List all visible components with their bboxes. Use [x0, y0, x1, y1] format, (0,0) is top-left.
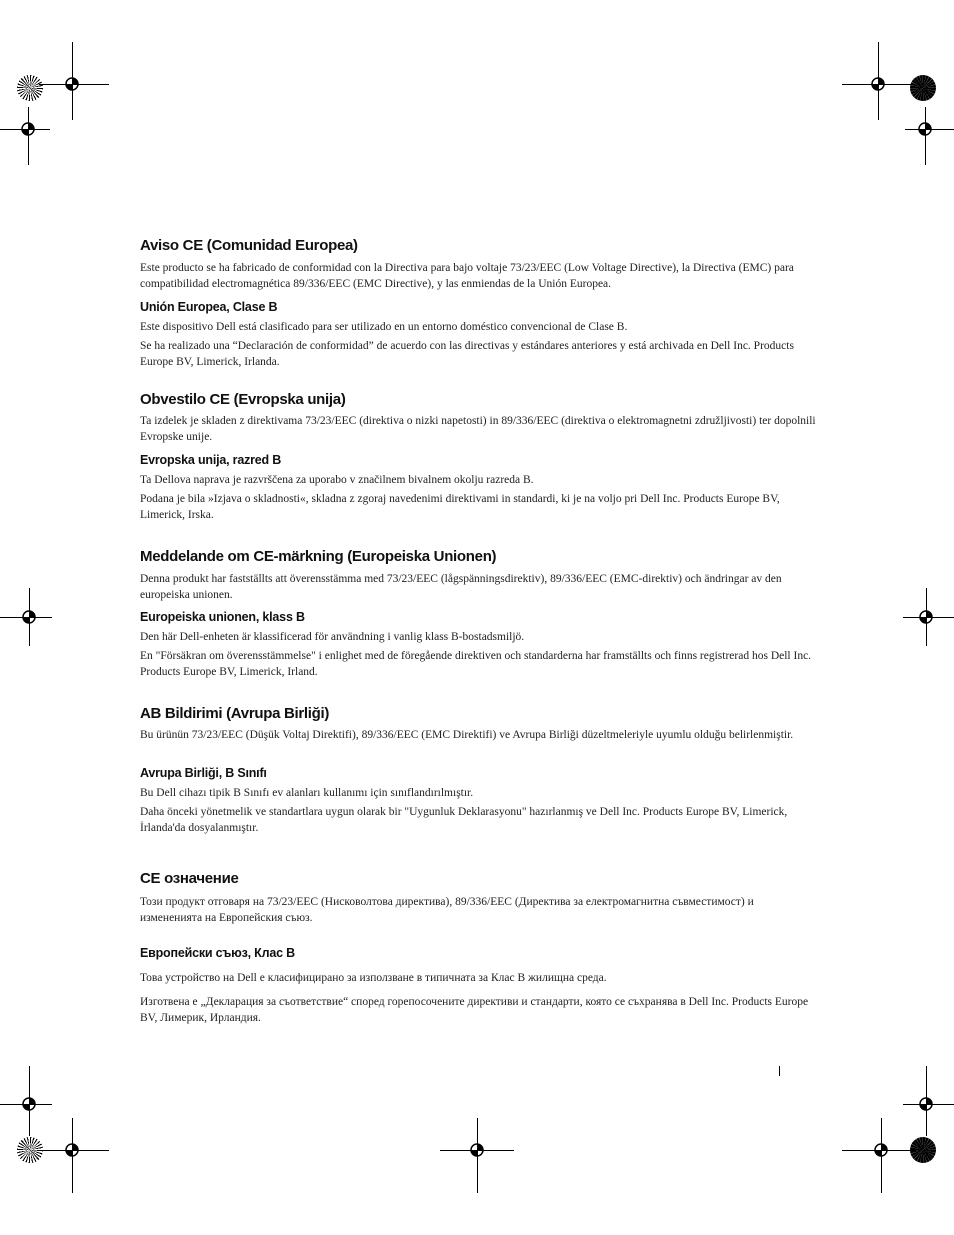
section-body: En "Försäkran om överensstämmelse" i enlighet med de föregående direktiven och standarderna har framställts och finns registrerad hos Dell Inc. Products Europe BV, Limerick, Irland.	[140, 650, 812, 678]
section-intro: Este producto se ha fabricado de conformidad con la Directiva para bajo voltaje 73/23/EEC (Low Voltage Directive), la Directiva (EMC) para compatibilidad electromagnética 89/336/EEC (EMC Directive), y las enmiendas de la Unión Europea.	[140, 262, 794, 290]
registration-star-icon	[910, 75, 936, 101]
registration-target-icon	[18, 1093, 40, 1115]
section-body: Daha önceki yönetmelik ve standartlara uygun olarak bir "Uygunluk Deklarasyonu" hazırlanmış ve Dell Inc. Products Europe BV, Limerick, İrlanda'da dosyalanmıştır.	[140, 806, 788, 834]
registration-target-icon	[870, 1139, 892, 1161]
section-body: Se ha realizado una “Declaración de conformidad” de acuerdo con las directivas y estándares anteriores y está archivada en Dell Inc. Products Europe BV, Limerick, Irlanda.	[140, 340, 794, 368]
registration-target-icon	[466, 1139, 488, 1161]
registration-star-icon	[17, 75, 43, 101]
registration-target-icon	[915, 1093, 937, 1115]
section-body: Podana je bila »Izjava o skladnosti«, skladna z zgoraj navedenimi direktivami in standardi, ki je na voljo pri Dell Inc. Products Europe BV, Limerick, Irska.	[140, 493, 780, 521]
registration-target-icon	[915, 606, 937, 628]
section-subheading: Europeiska unionen, klass B	[140, 610, 305, 624]
section-heading: Meddelande om CE-märkning (Europeiska Unionen)	[140, 548, 497, 565]
section-heading: Aviso CE (Comunidad Europea)	[140, 237, 358, 254]
registration-target-icon	[914, 118, 936, 140]
section-body: Ta Dellova naprava je razvrščena za uporabo v značilnem bivalnem okolju razreda B.	[140, 474, 534, 486]
section-heading: CE означение	[140, 870, 239, 887]
section-intro: Този продукт отговаря на 73/23/EEC (Нисковолтова директива), 89/336/EEC (Директива за електромагнитна съвместимост) и измененията на Европейския съюз.	[140, 896, 754, 924]
section-heading: AB Bildirimi (Avrupa Birliği)	[140, 705, 330, 722]
section-subheading: Evropska unija, razred B	[140, 453, 282, 467]
section-intro: Denna produkt har fastställts att överensstämma med 73/23/EEC (lågspänningsdirektiv), 89/336/EEC (EMC-direktiv) och ändringar av den europeiska unionen.	[140, 573, 782, 601]
section-body: Изготвена е „Декларация за съответствие“ според горепосочените директиви и стандарти, която се съхранява в Dell Inc. Products Europe BV, Лимерик, Ирландия.	[140, 996, 809, 1024]
section-body: Den här Dell-enheten är klassificerad för användning i vanlig klass B-bostadsmiljö.	[140, 631, 525, 643]
section-intro: Ta izdelek je skladen z direktivama 73/23/EEC (direktiva o nizki napetosti) in 89/336/EEC (direktiva o elektromagnetni združljivosti) ter dopolnili Evropske unije.	[140, 415, 816, 443]
registration-target-icon	[867, 73, 889, 95]
section-body: Bu Dell cihazı tipik B Sınıfı ev alanları kullanımı için sınıflandırılmıştır.	[140, 787, 474, 799]
section-subheading: Avrupa Birliği, B Sınıfı	[140, 766, 267, 780]
section-intro: Bu ürünün 73/23/EEC (Düşük Voltaj Direktifi), 89/336/EEC (EMC Direktifi) ve Avrupa Birliği düzeltmeleriyle uyumlu olduğu belirlenmiştir.	[140, 729, 794, 741]
page-number-mark	[779, 1066, 780, 1076]
registration-target-icon	[18, 606, 40, 628]
registration-target-icon	[61, 1139, 83, 1161]
registration-target-icon	[61, 73, 83, 95]
section-body: Това устройство на Dell е класифицирано за използване в типичната за Клас B жилищна среда.	[140, 972, 607, 984]
section-heading: Obvestilo CE (Evropska unija)	[140, 391, 346, 408]
section-body: Este dispositivo Dell está clasificado para ser utilizado en un entorno doméstico convencional de Clase B.	[140, 321, 628, 333]
section-subheading: Европейски съюз, Клас B	[140, 946, 295, 960]
registration-target-icon	[17, 118, 39, 140]
section-subheading: Unión Europea, Clase B	[140, 300, 278, 314]
